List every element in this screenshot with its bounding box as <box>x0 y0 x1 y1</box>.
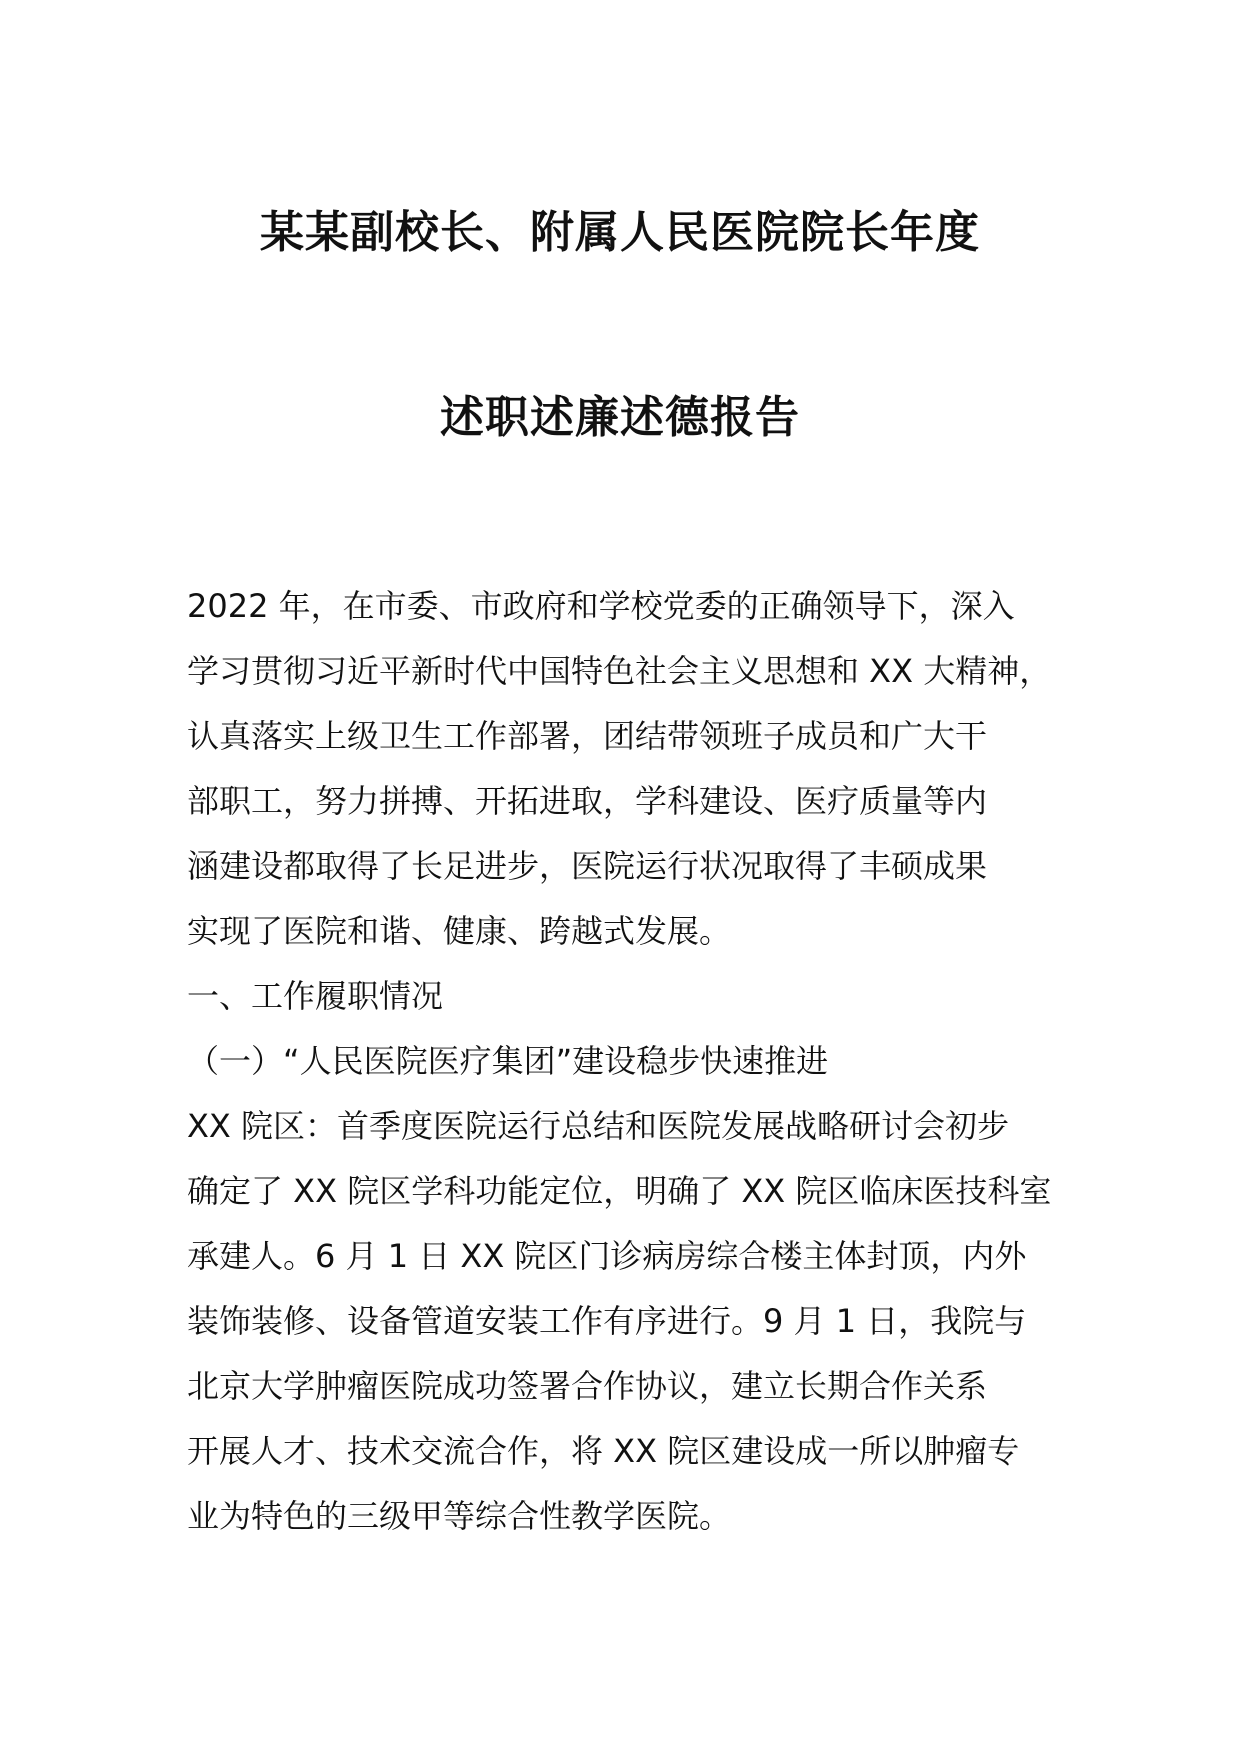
subsection-heading: （一）“人民医院医疗集团”建设稳步快速推进 <box>187 1042 829 1080</box>
body-line: 学习贯彻习近平新时代中国特色社会主义思想和 XX 大精神， <box>187 652 1052 690</box>
body-line: 部职工，努力拼搏、开拓进取，学科建设、医疗质量等内 <box>187 782 988 820</box>
body-line: 实现了医院和谐、健康、跨越式发展。 <box>187 912 732 950</box>
document-title-line-1: 某某副校长、附属人民医院院长年度 <box>260 207 980 258</box>
body-line: 涵建设都取得了长足进步，医院运行状况取得了丰硕成果 <box>187 847 988 885</box>
body-line: 2022 年，在市委、市政府和学校党委的正确领导下，深入 <box>187 587 1015 625</box>
document-body <box>187 574 1087 1549</box>
section-heading: 一、工作履职情况 <box>187 977 444 1015</box>
body-line: 业为特色的三级甲等综合性教学医院。 <box>187 1497 732 1535</box>
body-line: 开展人才、技术交流合作，将 XX 院区建设成一所以肿瘤专 <box>187 1432 1020 1470</box>
body-line: 确定了 XX 院区学科功能定位，明确了 XX 院区临床医技科室 <box>187 1172 1052 1210</box>
body-line: 承建人。6 月 1 日 XX 院区门诊病房综合楼主体封顶，内外 <box>187 1237 1027 1275</box>
body-line: XX 院区：首季度医院运行总结和医院发展战略研讨会初步 <box>187 1107 1010 1145</box>
body-line: 认真落实上级卫生工作部署，团结带领班子成员和广大干 <box>187 717 988 755</box>
body-line: 北京大学肿瘤医院成功签署合作协议，建立长期合作关系 <box>187 1367 988 1405</box>
body-line: 装饰装修、设备管道安装工作有序进行。9 月 1 日，我院与 <box>187 1302 1027 1340</box>
document-title-line-2: 述职述廉述德报告 <box>440 392 800 443</box>
